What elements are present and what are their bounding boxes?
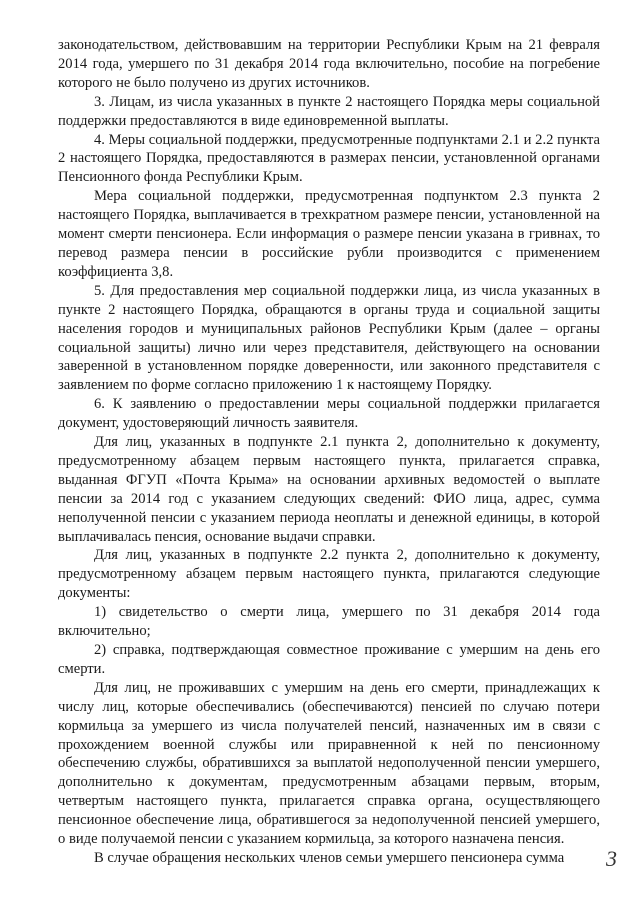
paragraph-non-cohabiting-persons: Для лиц, не проживавших с умершим на день его смерти, принадлежащих к числу лиц, которые обеспечивались (обеспечиваются) пенсией по случаю потери кормильца за умершего из числа получателей пенсий, назначенных им в связи с прохождением военной службы или приравненной к ней по пенсионному обеспечению службы, обратившихся за выплатой недополученной пенсии умершего, дополнительно к документам, предусмотренным абзацами первым, вторым, четвертым настоящего пункта, прилагается справка органа, осуществляющего пенсионное обеспечение лица, обратившегося за недополученной пенсией умершего, о виде получаемой пенсии с указанием кормильца, за которого назначена пенсия. bbox=[58, 679, 600, 848]
paragraph-multiple-family-members: В случае обращения нескольких членов семьи умершего пенсионера сумма bbox=[94, 849, 565, 866]
paragraph-item-5: 5. Для предоставления мер социальной поддержки лица, из числа указанных в пункте 2 настоящего Порядка, обращаются в органы труда и социальной защиты населения городов и муниципальных районов Республики Крым (далее – органы социальной защиты) лично или через представителя, действующего на основании заверенной в установленном порядке доверенности, или законного представителя с заявлением по форме согласно приложению 1 к настоящему Порядку. bbox=[58, 282, 600, 394]
paragraph-item-4-measure-2-3: Мера социальной поддержки, предусмотренная подпунктом 2.3 пункта 2 настоящего Порядка, выплачивается в трехкратном размере пенсии, установленной на момент смерти пенсионера. Если информация о размере пенсии указана в гривнах, то перевод размера пенсии в российские рубли производится с применением коэффициента 3,8. bbox=[58, 188, 600, 280]
paragraph-item-3: 3. Лицам, из числа указанных в пункте 2 настоящего Порядка меры социальной поддержки предоставляются в виде единовременной выплаты. bbox=[58, 93, 600, 129]
list-item-death-certificate: 1) свидетельство о смерти лица, умершего по 31 декабря 2014 года включительно; bbox=[58, 604, 600, 640]
list-item-cohabitation-certificate: 2) справка, подтверждающая совместное проживание с умершим на день его смерти. bbox=[58, 642, 600, 677]
paragraph-item-6: 6. К заявлению о предоставлении меры социальной поддержки прилагается документ, удостоверяющий личность заявителя. bbox=[58, 396, 600, 432]
paragraph-item-4: 4. Меры социальной поддержки, предусмотренные подпунктами 2.1 и 2.2 пункта 2 настоящего Порядка, предоставляются в размерах пенсии, установленной органами Пенсионного фонда Республики Крым. bbox=[58, 131, 600, 186]
paragraph-subitem-2-1-documents: Для лиц, указанных в подпункте 2.1 пункта 2, дополнительно к документу, предусмотренному абзацем первым настоящего пункта, прилагается справка, выданная ФГУП «Почта Крыма» на основании архивных ведомостей о выплате пенсии за 2014 год с указанием следующих сведений: ФИО лица, адрес, сумма неполученной пенсии с указанием периода неоплаты и денежной единицы, в которой выплачивалась пенсия, основание выдачи справки. bbox=[58, 434, 600, 545]
paragraph-subitem-2-2-documents: Для лиц, указанных в подпункте 2.2 пункта 2, дополнительно к документу, предусмотренному абзацем первым настоящего пункта, прилагаются следующие документы: bbox=[58, 547, 600, 602]
document-page bbox=[58, 36, 600, 868]
paragraph-continuation: законодательством, действовавшим на территории Республики Крым на 21 февраля 2014 года, умершего по 31 декабря 2014 года включительно, пособие на погребение которого не было получено из других источников. bbox=[58, 37, 600, 91]
page-number: 3 bbox=[606, 846, 617, 871]
